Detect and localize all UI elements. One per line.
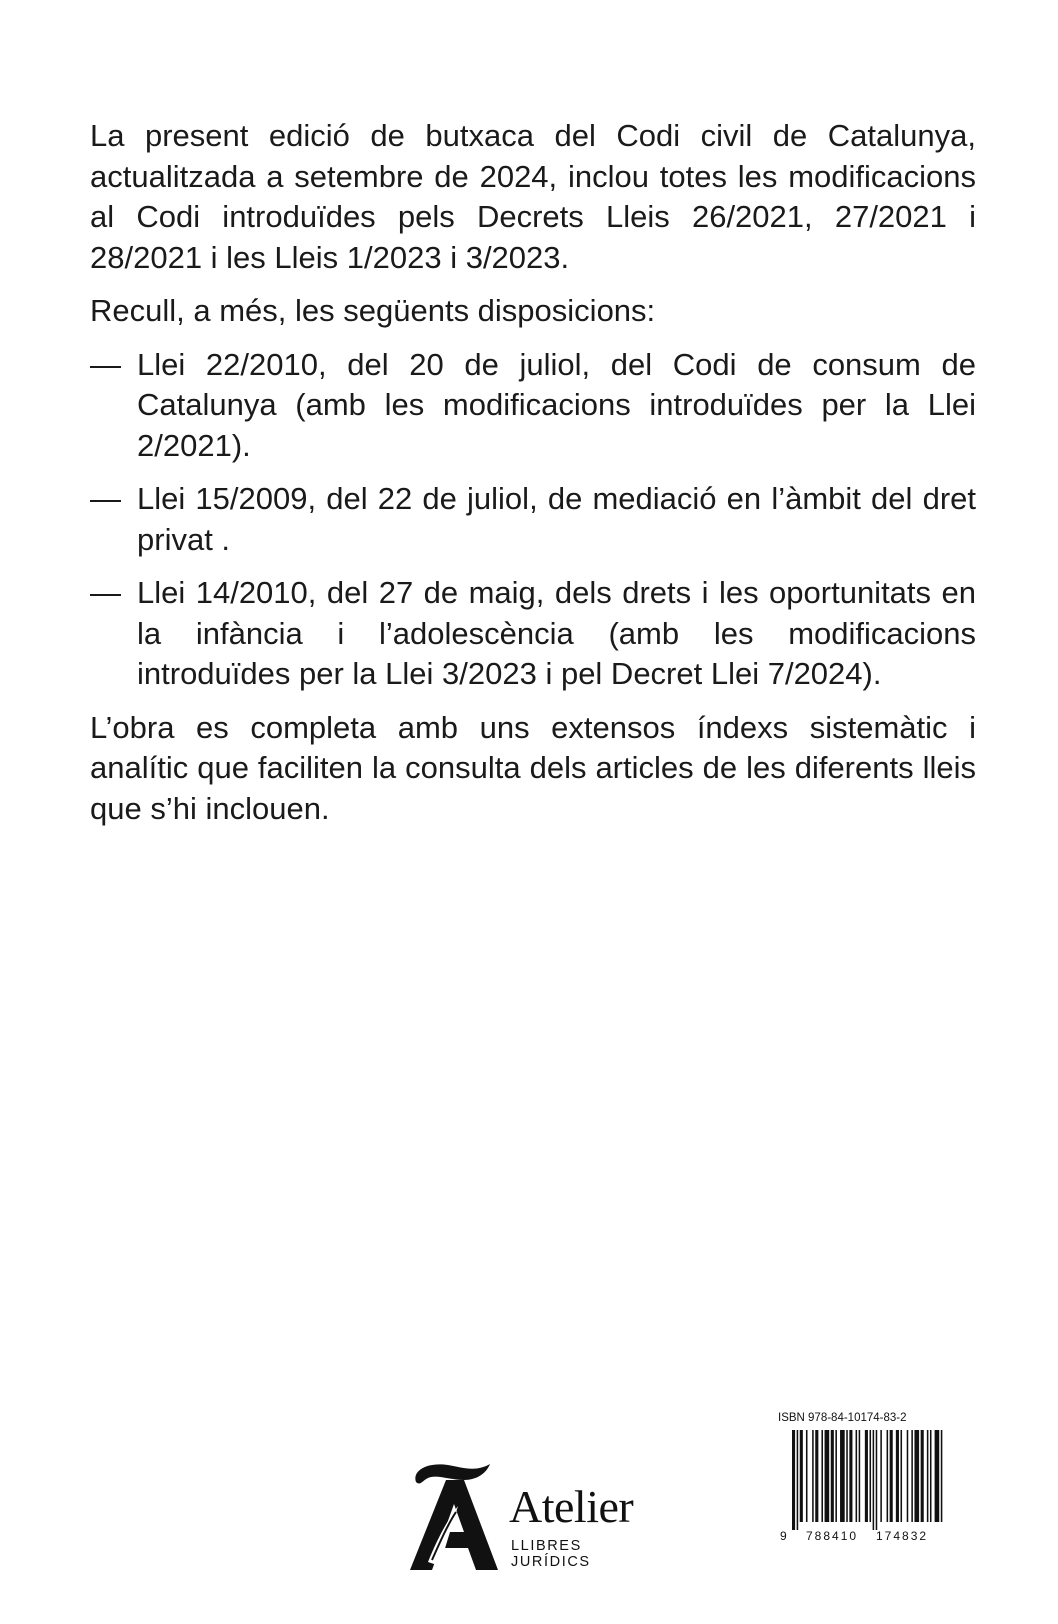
publisher-subtitle: LLIBRES JURÍDICS <box>511 1538 591 1570</box>
dash-marker: — <box>90 575 121 610</box>
barcode-bar <box>806 1430 808 1522</box>
isbn-barcode <box>778 1412 950 1544</box>
barcode-bar <box>815 1430 818 1522</box>
barcode-bars <box>778 1430 950 1544</box>
barcode-bar <box>907 1430 909 1522</box>
barcode-bar <box>930 1430 932 1522</box>
dash-marker: — <box>90 346 121 382</box>
barcode-bar <box>941 1430 943 1522</box>
barcode-bar <box>890 1430 893 1522</box>
back-cover-description <box>90 116 976 842</box>
barcode-bar <box>840 1430 845 1522</box>
barcode-bar <box>887 1430 889 1522</box>
barcode-bar <box>873 1430 875 1530</box>
barcode-bar <box>849 1430 852 1522</box>
barcode-bar <box>935 1430 940 1522</box>
barcode-bar <box>880 1430 882 1522</box>
barcode-bar <box>792 1430 795 1530</box>
barcode-bar <box>927 1430 929 1522</box>
atelier-a-logo-icon <box>406 1462 501 1574</box>
closing-paragraph: L’obra es completa amb uns extensos índexs sistemàtic i analític que faciliten la consulta dels articles de les diferents lleis que s’hi inclouen. <box>90 709 976 826</box>
lead-paragraph: Recull, a més, les següents disposicions: <box>90 293 656 328</box>
barcode-bar <box>825 1430 830 1522</box>
list-item-text: Llei 14/2010, del 27 de maig, dels drets i les oportunitats en la infància i l’adolescència (amb les modificacions introduïdes per la Llei 3/2023 i pel Decret Llei 7/2024). <box>137 575 976 691</box>
barcode-bar <box>914 1430 919 1522</box>
barcode-bar <box>812 1430 814 1522</box>
intro-paragraph: La present edició de butxaca del Codi civil de Catalunya, actualitzada a setembre de 2024, inclou totes les modificacions al Codi introduïdes pels Decrets Lleis 26/2021, 27/2021 i 28/2021 i les Lleis 1/2023 i 3/2023. <box>90 118 976 275</box>
barcode-bar <box>870 1430 872 1522</box>
barcode-bar <box>921 1430 924 1522</box>
publisher-name: Atelier <box>509 1481 634 1532</box>
barcode-bar <box>911 1430 913 1522</box>
barcode-bar <box>800 1430 803 1522</box>
list-item <box>90 345 976 467</box>
list-item-text: Llei 22/2010, del 20 de juliol, del Codi de consum de Catalunya (amb les modificacions introduïdes per la Llei 2/2021). <box>137 346 976 463</box>
barcode-bar <box>876 1430 878 1530</box>
barcode-digit-first: 9 <box>780 1529 787 1543</box>
isbn-label: ISBN 978-84-10174-83-2 <box>778 1412 907 1424</box>
list-item-text: Llei 15/2009, del 22 de juliol, de mediació en l’àmbit del dret privat . <box>137 481 976 557</box>
barcode-bar <box>835 1430 837 1522</box>
publisher-logo <box>406 1462 666 1572</box>
barcode-bar <box>856 1430 858 1522</box>
list-item <box>90 573 976 695</box>
barcode-bar <box>846 1430 848 1522</box>
barcode-bar <box>859 1430 861 1522</box>
barcode-bar <box>896 1430 899 1522</box>
barcode-bar <box>831 1430 834 1522</box>
dash-marker: — <box>90 481 121 516</box>
barcode-digits-right: 174832 <box>876 1529 929 1543</box>
barcode-bar <box>797 1430 799 1530</box>
barcode-digits-left: 788410 <box>806 1529 859 1543</box>
barcode-bar <box>901 1430 903 1522</box>
barcode-bar <box>865 1430 868 1522</box>
barcode-bar <box>821 1430 823 1522</box>
list-item <box>90 479 976 560</box>
